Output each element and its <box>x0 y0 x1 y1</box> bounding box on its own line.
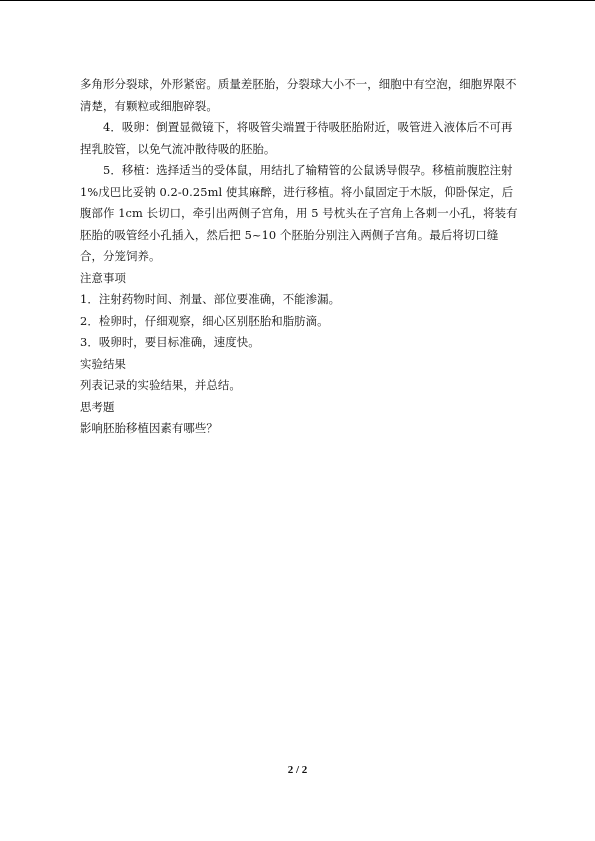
precaution-item: 1．注射药物时间、剂量、部位要准确，不能渗漏。 <box>80 292 341 306</box>
step-4-paragraph: 4．吸卵：倒置显微镜下，将吸管尖端置于待吸胚胎附近，吸管进入液体后不可再捏乳胶管，以免气流冲散待吸的胚胎。 <box>80 120 513 156</box>
results-heading: 实验结果 <box>80 356 126 371</box>
continuation-paragraph: 多角形分裂球，外形紧密。质量差胚胎，分裂球大小不一，细胞中有空泡，细胞界限不清楚，有颗粒或细胞碎裂。 <box>80 77 517 113</box>
questions-text: 影响胚胎移植因素有哪些？ <box>80 421 218 435</box>
precaution-item: 3．吸卵时，要目标准确，速度快。 <box>80 335 260 349</box>
step-5-paragraph: 5．移植：选择适当的受体鼠，用结扎了输精管的公鼠诱导假孕。移植前腹腔注射 1%戊巴比妥钠 0.2-0.25ml 使其麻醉，进行移植。将小鼠固定于木版，仰卧保定，后腹部作 1cm 长切口，牵引出两侧子宫角，用 5 号枕头在子宫角上各刺一小孔，将装有胚胎的吸管经小孔插入，然后把 5~10 个胚胎分别注入两侧子宫角。最后将切口缝合，分笼饲养。 <box>80 163 518 263</box>
results-text: 列表记录的实验结果，并总结。 <box>80 378 241 392</box>
precautions-heading: 注意事项 <box>80 270 126 285</box>
page-number: 2 / 2 <box>287 764 308 776</box>
document-body <box>80 74 520 440</box>
questions-heading: 思考题 <box>80 399 115 414</box>
page-top-rule <box>0 0 595 1</box>
precaution-item: 2．检卵时，仔细观察，细心区别胚胎和脂肪滴。 <box>80 313 329 328</box>
